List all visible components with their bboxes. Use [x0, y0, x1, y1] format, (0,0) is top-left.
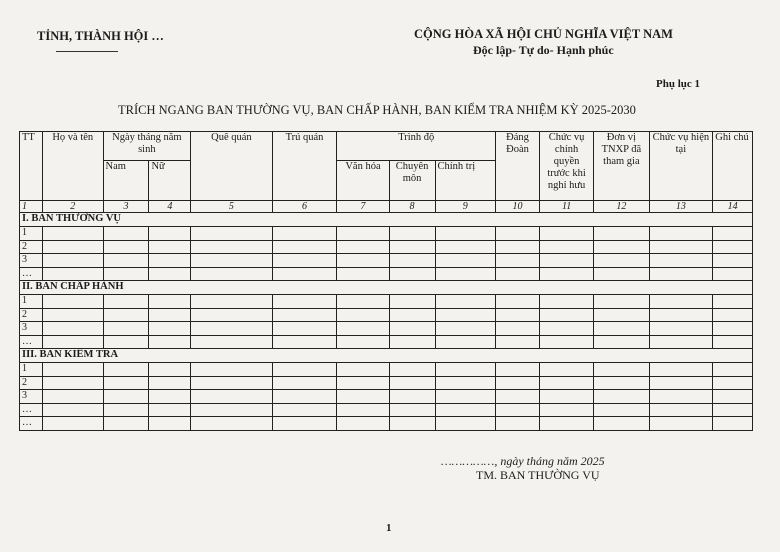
column-number: 13 [649, 201, 713, 213]
table-cell [594, 417, 649, 431]
date-line: ……………, ngày tháng năm 2025 [441, 454, 605, 468]
row-index: 2 [20, 376, 43, 390]
table-cell [496, 254, 540, 268]
table-cell [191, 295, 272, 309]
table-cell [713, 240, 753, 254]
col-header-current-position: Chức vụ hiện tại [649, 132, 713, 201]
row-index: … [20, 403, 43, 417]
table-cell [191, 254, 272, 268]
table-cell [42, 322, 103, 336]
column-number: 1 [20, 201, 43, 213]
table-row [20, 322, 753, 336]
table-cell [272, 295, 337, 309]
table-cell [649, 363, 713, 377]
table-body [20, 201, 753, 431]
personnel-table [19, 131, 753, 431]
table-cell [149, 295, 191, 309]
table-cell [103, 227, 149, 241]
table-cell [337, 295, 389, 309]
table-cell [337, 254, 389, 268]
table-cell [389, 322, 435, 336]
table-cell [103, 335, 149, 349]
col-header-name: Họ và tên [42, 132, 103, 201]
table-cell [191, 376, 272, 390]
table-row [20, 267, 753, 281]
column-number: 3 [103, 201, 149, 213]
col-header-political: Chính trị [435, 161, 496, 201]
table-cell [435, 254, 496, 268]
table-cell [337, 267, 389, 281]
table-cell [594, 322, 649, 336]
table-cell [149, 322, 191, 336]
column-number-row [20, 201, 753, 213]
table-cell [539, 376, 593, 390]
left-org-underline [56, 51, 118, 52]
section-title: II. BAN CHẤP HÀNH [20, 281, 753, 295]
table-cell [594, 295, 649, 309]
col-header-residence: Trú quán [272, 132, 337, 201]
table-cell [389, 308, 435, 322]
col-header-specialty: Chuyên môn [389, 161, 435, 201]
table-cell [272, 363, 337, 377]
page-number: 1 [386, 522, 392, 534]
col-header-female: Nữ [149, 161, 191, 201]
table-cell [149, 254, 191, 268]
table-cell [191, 240, 272, 254]
column-number: 2 [42, 201, 103, 213]
table-cell [42, 308, 103, 322]
column-number: 8 [389, 201, 435, 213]
table-cell [191, 363, 272, 377]
section-title: I. BAN THƯỜNG VỤ [20, 213, 753, 227]
table-cell [103, 240, 149, 254]
column-number: 14 [713, 201, 753, 213]
national-motto: Độc lập- Tự do- Hạnh phúc [473, 43, 614, 57]
table-cell [594, 403, 649, 417]
row-index: 3 [20, 322, 43, 336]
document-title: TRÍCH NGANG BAN THƯỜNG VỤ, BAN CHẤP HÀNH, BAN KIỂM TRA NHIỆM KỲ 2025-2030 [118, 103, 636, 117]
column-number: 11 [539, 201, 593, 213]
table-cell [103, 254, 149, 268]
table-cell [649, 240, 713, 254]
table-cell [594, 267, 649, 281]
table-cell [435, 335, 496, 349]
table-cell [435, 417, 496, 431]
col-header-tt: TT [20, 132, 43, 201]
table-cell [435, 403, 496, 417]
table-cell [272, 267, 337, 281]
table-cell [435, 267, 496, 281]
table-cell [649, 335, 713, 349]
table-cell [42, 227, 103, 241]
table-cell [191, 335, 272, 349]
table-cell [149, 227, 191, 241]
col-header-party: Đảng Đoàn [496, 132, 540, 201]
table-cell [191, 227, 272, 241]
table-cell [272, 240, 337, 254]
table-row [20, 363, 753, 377]
table-cell [539, 322, 593, 336]
table-cell [594, 308, 649, 322]
table-cell [272, 403, 337, 417]
table-cell [389, 267, 435, 281]
section-row [20, 349, 753, 363]
table-cell [103, 417, 149, 431]
table-cell [149, 308, 191, 322]
table-cell [649, 390, 713, 404]
table-cell [103, 376, 149, 390]
table-cell [539, 308, 593, 322]
table-cell [435, 376, 496, 390]
table-cell [539, 254, 593, 268]
table-cell [713, 227, 753, 241]
table-cell [149, 267, 191, 281]
table-cell [435, 390, 496, 404]
table-cell [594, 240, 649, 254]
table-cell [149, 335, 191, 349]
column-number: 12 [594, 201, 649, 213]
table-cell [496, 403, 540, 417]
table-cell [149, 363, 191, 377]
section-row [20, 213, 753, 227]
table-cell [337, 390, 389, 404]
table-cell [149, 417, 191, 431]
signer-label: TM. BAN THƯỜNG VỤ [476, 468, 600, 482]
table-cell [337, 417, 389, 431]
table-row [20, 335, 753, 349]
row-index: … [20, 417, 43, 431]
table-cell [337, 227, 389, 241]
table-cell [713, 335, 753, 349]
column-number: 7 [337, 201, 389, 213]
table-row [20, 308, 753, 322]
table-cell [389, 363, 435, 377]
table-cell [337, 403, 389, 417]
table-cell [539, 267, 593, 281]
table-cell [389, 403, 435, 417]
table-cell [103, 267, 149, 281]
table-cell [713, 403, 753, 417]
left-org-heading: TỈNH, THÀNH HỘI … [37, 29, 164, 43]
table-row [20, 227, 753, 241]
table-cell [389, 295, 435, 309]
column-number: 10 [496, 201, 540, 213]
table-cell [389, 254, 435, 268]
table-cell [713, 295, 753, 309]
row-index: 1 [20, 295, 43, 309]
section-title: III. BAN KIỂM TRA [20, 349, 753, 363]
table-cell [435, 295, 496, 309]
section-row [20, 281, 753, 295]
table-cell [191, 308, 272, 322]
table-cell [649, 308, 713, 322]
table-cell [389, 390, 435, 404]
table-cell [389, 335, 435, 349]
table-cell [713, 254, 753, 268]
table-row [20, 390, 753, 404]
table-row [20, 403, 753, 417]
table-cell [149, 390, 191, 404]
table-cell [103, 308, 149, 322]
table-cell [191, 390, 272, 404]
table-cell [496, 267, 540, 281]
table-cell [337, 308, 389, 322]
table-cell [103, 322, 149, 336]
table-cell [539, 417, 593, 431]
appendix-label: Phụ lục 1 [656, 78, 701, 90]
table-cell [42, 295, 103, 309]
table-cell [272, 254, 337, 268]
table-row [20, 295, 753, 309]
table-cell [103, 390, 149, 404]
table-cell [191, 267, 272, 281]
table-cell [191, 403, 272, 417]
col-header-dob: Ngày tháng năm sinh [103, 132, 191, 161]
table-cell [389, 376, 435, 390]
table-cell [496, 335, 540, 349]
col-header-unit: Đơn vị TNXP đã tham gia [594, 132, 649, 201]
table-cell [337, 335, 389, 349]
table-cell [539, 295, 593, 309]
table-cell [42, 240, 103, 254]
table-cell [594, 227, 649, 241]
table-cell [539, 390, 593, 404]
table-cell [337, 363, 389, 377]
row-index: 2 [20, 308, 43, 322]
table-cell [496, 322, 540, 336]
table-cell [42, 267, 103, 281]
row-index: 1 [20, 363, 43, 377]
table-cell [649, 376, 713, 390]
table-cell [713, 363, 753, 377]
table-cell [649, 403, 713, 417]
table-cell [272, 376, 337, 390]
table-cell [435, 308, 496, 322]
table-cell [539, 403, 593, 417]
table-cell [649, 322, 713, 336]
table-cell [272, 322, 337, 336]
table-cell [539, 335, 593, 349]
table-cell [713, 322, 753, 336]
table-cell [496, 417, 540, 431]
table-cell [149, 240, 191, 254]
table-cell [103, 363, 149, 377]
table-cell [649, 417, 713, 431]
table-cell [594, 390, 649, 404]
table-cell [713, 308, 753, 322]
row-index: … [20, 335, 43, 349]
table-cell [649, 227, 713, 241]
col-header-education: Trình độ [337, 132, 496, 161]
table-cell [42, 403, 103, 417]
table-cell [272, 390, 337, 404]
row-index: 1 [20, 227, 43, 241]
col-header-notes: Ghi chú [713, 132, 753, 201]
table-cell [103, 403, 149, 417]
table-cell [389, 240, 435, 254]
col-header-general: Văn hóa [337, 161, 389, 201]
table-cell [496, 363, 540, 377]
table-cell [389, 227, 435, 241]
table-row [20, 240, 753, 254]
table-cell [496, 227, 540, 241]
table-cell [435, 227, 496, 241]
table-cell [594, 363, 649, 377]
table-cell [496, 240, 540, 254]
table-cell [649, 254, 713, 268]
table-cell [42, 254, 103, 268]
col-header-hometown: Quê quán [191, 132, 272, 201]
table-cell [337, 376, 389, 390]
table-cell [713, 390, 753, 404]
table-cell [496, 376, 540, 390]
table-row [20, 376, 753, 390]
row-index: … [20, 267, 43, 281]
table-cell [649, 295, 713, 309]
table-cell [272, 417, 337, 431]
row-index: 2 [20, 240, 43, 254]
table-cell [496, 295, 540, 309]
column-number: 4 [149, 201, 191, 213]
republic-heading: CỘNG HÒA XÃ HỘI CHỦ NGHĨA VIỆT NAM [414, 27, 673, 41]
table-cell [539, 240, 593, 254]
table-cell [149, 376, 191, 390]
column-number: 6 [272, 201, 337, 213]
column-number: 9 [435, 201, 496, 213]
table-cell [191, 417, 272, 431]
table-cell [272, 227, 337, 241]
table-cell [337, 240, 389, 254]
table-cell [713, 417, 753, 431]
row-index: 3 [20, 254, 43, 268]
table-cell [42, 417, 103, 431]
table-cell [191, 322, 272, 336]
table-cell [389, 417, 435, 431]
table-cell [713, 267, 753, 281]
table-cell [713, 376, 753, 390]
table-cell [42, 335, 103, 349]
table-cell [103, 295, 149, 309]
table-cell [594, 376, 649, 390]
table-cell [272, 335, 337, 349]
table-cell [42, 376, 103, 390]
table-cell [272, 308, 337, 322]
table-cell [594, 335, 649, 349]
col-header-male: Nam [103, 161, 149, 201]
table-cell [539, 363, 593, 377]
table-cell [649, 267, 713, 281]
table-cell [337, 322, 389, 336]
table-cell [435, 363, 496, 377]
table-cell [539, 227, 593, 241]
table-row [20, 417, 753, 431]
table-row [20, 254, 753, 268]
table-cell [435, 322, 496, 336]
row-index: 3 [20, 390, 43, 404]
table-cell [42, 390, 103, 404]
table-cell [594, 254, 649, 268]
table-cell [149, 403, 191, 417]
table-cell [496, 308, 540, 322]
table-cell [42, 363, 103, 377]
column-number: 5 [191, 201, 272, 213]
table-cell [435, 240, 496, 254]
col-header-prior-position: Chức vụ chính quyền trước khi nghỉ hưu [539, 132, 593, 201]
table-cell [496, 390, 540, 404]
